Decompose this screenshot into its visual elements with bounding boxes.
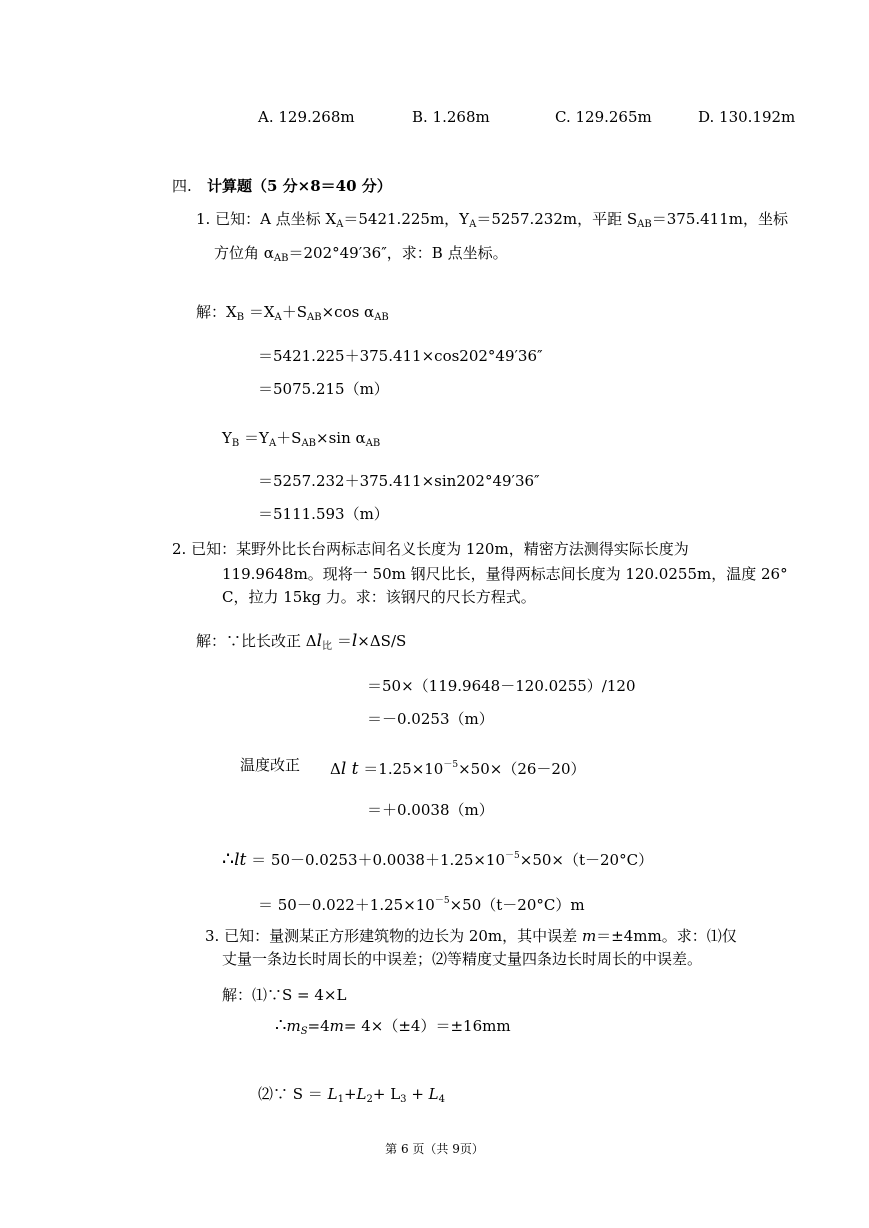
sol1-y-step: ＝5257.232＋375.411×sin202°49′36″ xyxy=(258,472,540,490)
q2-line-1: 2. 已知：某野外比长台两标志间名义长度为 120m，精密方法测得实际长度为 xyxy=(172,540,689,558)
sol2-equation-1: ∴lt ＝ $50-0.0253+0.0038+1.25\times 10^{-5}\times 50\times(t-20^\circ C)$ xyxy=(222,848,654,870)
section-number: 四. xyxy=(172,177,192,195)
sol3-step-2: ⑵∵ $S = L_1+L_2+ L_3 + L_4$ xyxy=(258,1085,445,1105)
q3-line-1: 3. 已知：量测某正方形建筑物的边长为 20m，其中误差 m＝±4mm。求：⑴仅 xyxy=(205,927,737,945)
sol2-temp-label: 温度改正 xyxy=(240,756,301,774)
q2-line-2: 119.9648m。现将一 50m 钢尺比长，量得两标志间长度为 120.0255m，温度 26° xyxy=(222,565,788,583)
sol1-y-formula: $Y_B =Y_A+S_{AB}\times\sin$ $\alpha_{AB}$ xyxy=(222,429,381,449)
sol1-x-formula: 解：$X_B =X_A+S_{AB}\times\cos$ $\alpha_{AB}$ xyxy=(196,303,389,323)
sol1-x-result: ＝5075.215（m） xyxy=(258,380,389,398)
sol2-length-correction: 解：∵比长改正 $\Delta l_比 =l\times\Delta S/S$ xyxy=(196,631,407,652)
q2-line-3: C，拉力 15kg 力。求：该钢尺的尺长方程式。 xyxy=(222,588,536,606)
option-a: A. 129.268m xyxy=(258,108,355,126)
sol2-length-step: ＝50×（119.9648－120.0255）/120 xyxy=(367,677,636,695)
sol3-step-1: 解：⑴∵S = 4×L xyxy=(222,986,347,1004)
q1-line-1: 1. 已知：A 点坐标 $X_A=5421.225m$，$Y_A=5257.232m$，平距 $S_{AB}=375.411m$，坐标 xyxy=(196,210,788,230)
sol1-x-step: ＝5421.225＋375.411×cos202°49′36″ xyxy=(258,347,543,365)
page-footer: 第 6 页（共 9页） xyxy=(385,1142,484,1156)
sol2-equation-2: ＝ $50-0.022+1.25\times 10^{-5}\times 50(t-20^\circ C)m$ xyxy=(258,896,585,914)
sol2-temp-formula: Δl $t =1.25\times 10^{-5}\times 50\times(26-20)$ xyxy=(330,759,586,779)
option-c: C. 129.265m xyxy=(555,108,652,126)
sol3-result-1: $\therefore m_S=4m= 4\times(\pm 4)=\pm 16mm$ xyxy=(275,1015,511,1037)
option-d: D. 130.192m xyxy=(698,108,796,126)
sol2-length-result: ＝－0.0253（m） xyxy=(367,710,494,728)
q1-line-2: 方位角 $\alpha_{AB}=202^\circ 49'36''$，求：B 点坐标。 xyxy=(214,244,508,264)
q3-line-2: 丈量一条边长时周长的中误差；⑵等精度丈量四条边长时周长的中误差。 xyxy=(222,950,703,968)
sol2-temp-result: ＝＋0.0038（m） xyxy=(367,801,494,819)
section-title: 计算题（5 分×8＝40 分） xyxy=(207,177,392,195)
sol1-y-result: ＝5111.593（m） xyxy=(258,505,389,523)
option-b: B. 1.268m xyxy=(412,108,490,126)
